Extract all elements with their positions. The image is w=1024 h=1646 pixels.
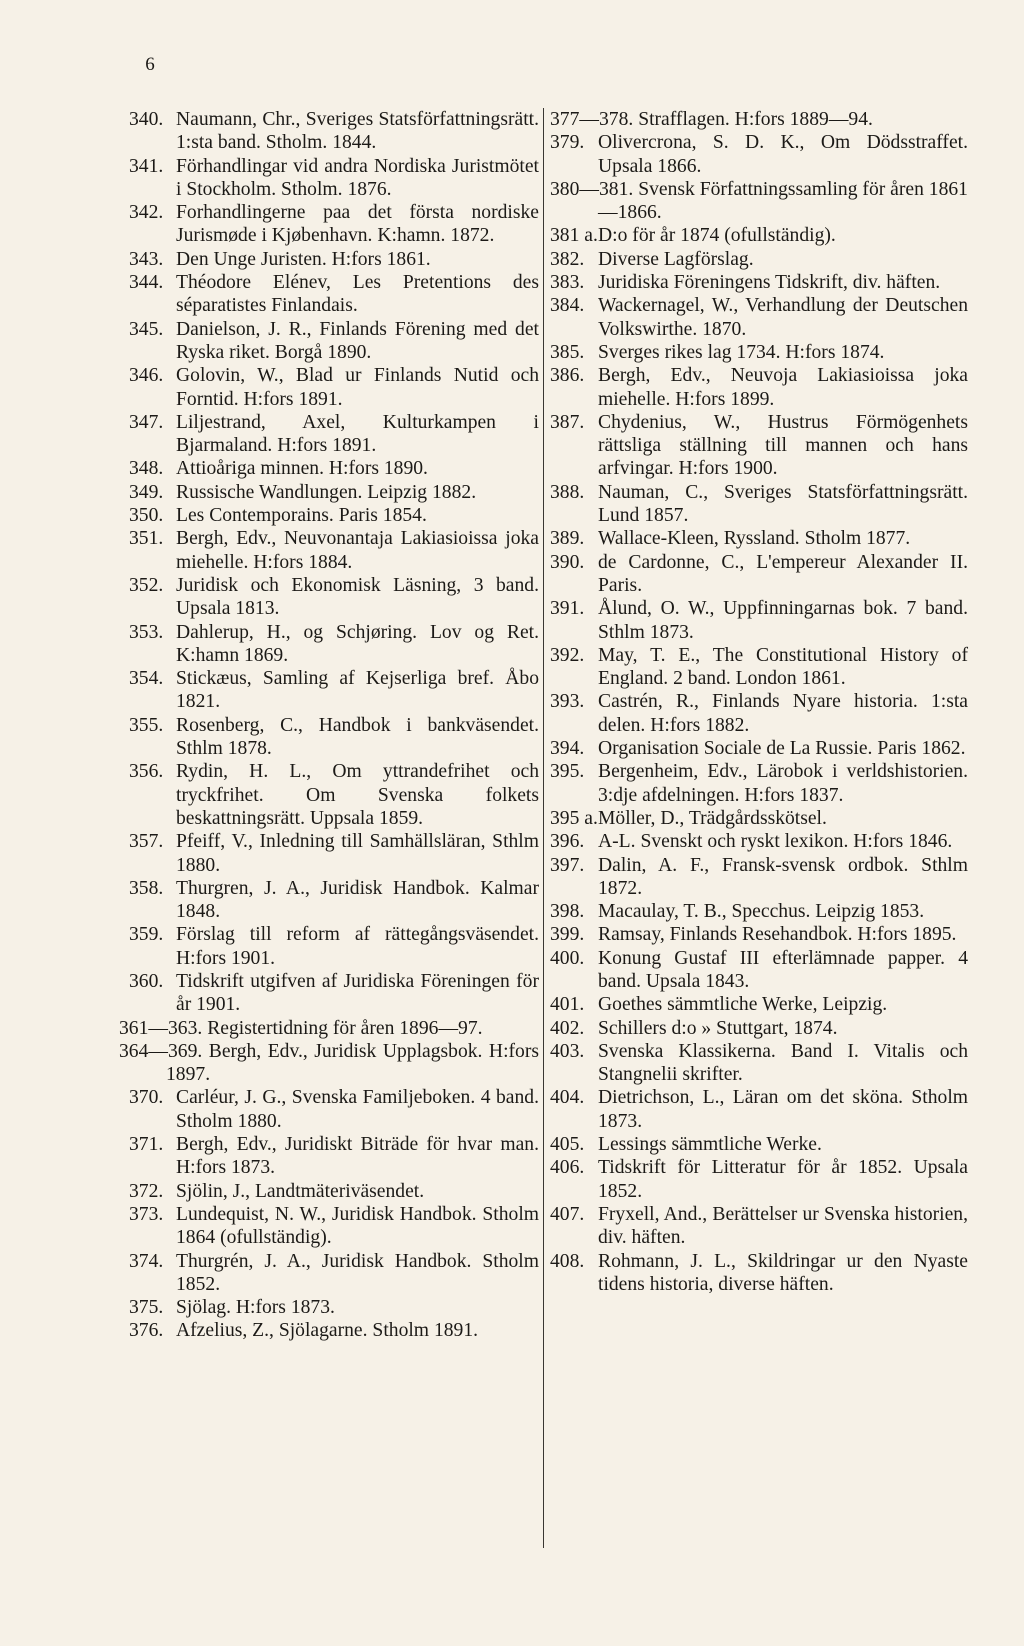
entry-number: 380—381. (550, 178, 634, 200)
entry-text: Bergh, Edv., Neuvonantaja Lakiasioissa joka miehelle. H:fors 1884. (176, 528, 539, 573)
entry-number: 389. (550, 528, 585, 550)
catalog-entry (129, 1296, 539, 1319)
catalog-entry (129, 574, 539, 621)
catalog-entry (550, 900, 968, 923)
entry-number: 397. (550, 854, 585, 876)
catalog-entry (129, 364, 539, 411)
entry-number: 382. (550, 248, 585, 270)
entry-text: Schillers d:o » Stuttgart, 1874. (598, 1017, 838, 1039)
catalog-entry (550, 644, 968, 691)
entry-number: 361—363. (119, 1017, 203, 1039)
entry-number: 403. (550, 1040, 585, 1062)
entry-number: 373. (129, 1203, 164, 1225)
catalog-entry (129, 201, 539, 248)
catalog-entry (550, 947, 968, 994)
catalog-entry (129, 1319, 539, 1342)
entry-text: Bergh, Edv., Neuvoja Lakiasioissa joka miehelle. H:fors 1899. (598, 365, 968, 410)
catalog-entry (129, 621, 539, 668)
entry-text: Rohmann, J. L., Skildringar ur den Nyaste tidens historia, diverse häften. (598, 1250, 968, 1295)
entry-text: Juridisk och Ekonomisk Läsning, 3 band. Upsala 1813. (176, 574, 539, 620)
catalog-entry (550, 854, 968, 901)
entry-text: Liljestrand, Axel, Kulturkampen i Bjarmaland. H:fors 1891. (176, 411, 539, 457)
entry-text: Russische Wandlungen. Leipzig 1882. (176, 481, 477, 503)
entry-text: Attioåriga minnen. H:fors 1890. (176, 458, 428, 480)
entry-number: 377—378. (550, 109, 634, 130)
entry-text: Den Unge Juristen. H:fors 1861. (176, 248, 431, 270)
entry-number: 406. (550, 1157, 585, 1179)
catalog-entry (550, 551, 968, 598)
entry-number: 358. (129, 877, 164, 899)
entry-number: 346. (129, 365, 164, 387)
entry-number: 395 a. (550, 807, 598, 829)
entry-number: 391. (550, 598, 585, 620)
entry-text: Les Contemporains. Paris 1854. (176, 505, 427, 527)
entry-number: 343. (129, 248, 164, 270)
entry-text: Förslag till reform af rättegångsväsendet. H:fors 1901. (176, 924, 539, 969)
catalog-entry (550, 993, 968, 1016)
catalog-entry (550, 527, 968, 550)
entry-text: Organisation Sociale de La Russie. Paris 1862. (598, 738, 966, 760)
entry-text: Carléur, J. G., Svenska Familjeboken. 4 band. Stholm 1880. (176, 1087, 539, 1132)
entry-number: 353. (129, 621, 164, 643)
entry-number: 371. (129, 1134, 164, 1156)
catalog-entry (550, 271, 968, 294)
entry-number: 375. (129, 1297, 164, 1319)
catalog-entry (550, 294, 968, 341)
entry-number: 340. (129, 109, 164, 130)
catalog-entry (129, 481, 539, 504)
entry-text: Möller, D., Trädgårdsskötsel. (598, 807, 827, 829)
catalog-entry (129, 877, 539, 924)
catalog-entry (119, 1017, 539, 1040)
catalog-entry (129, 1133, 539, 1180)
catalog-entry (129, 271, 539, 318)
entry-text: Dietrichson, L., Läran om det sköna. Stholm 1873. (598, 1087, 968, 1132)
entry-number: 398. (550, 901, 585, 923)
catalog-entry (129, 411, 539, 458)
entry-number: 360. (129, 970, 164, 992)
entry-number: 381 a. (550, 225, 598, 247)
entry-number: 349. (129, 481, 164, 503)
catalog-entry (129, 1250, 539, 1297)
entry-number: 385. (550, 341, 585, 363)
entry-text: Ålund, O. W., Uppfinningarnas bok. 7 band. Sthlm 1873. (598, 598, 968, 643)
entry-text: Svenska Klassikerna. Band I. Vitalis och Stangnelii skrifter. (598, 1040, 968, 1086)
entry-number: 374. (129, 1250, 164, 1272)
entry-number: 359. (129, 924, 164, 946)
entry-number: 348. (129, 458, 164, 480)
catalog-entry (550, 1156, 968, 1203)
catalog-entry (119, 1040, 539, 1087)
entry-text: Castrén, R., Finlands Nyare historia. 1:sta delen. H:fors 1882. (598, 691, 968, 736)
catalog-entry (129, 970, 539, 1017)
entry-text: Diverse Lagförslag. (598, 248, 754, 270)
catalog-entry (129, 108, 539, 155)
entry-number: 386. (550, 365, 585, 387)
catalog-entry (550, 597, 968, 644)
left-column (119, 108, 539, 1343)
catalog-entry (129, 248, 539, 271)
column-divider (543, 108, 544, 1548)
catalog-entry (129, 923, 539, 970)
catalog-entry (550, 1250, 968, 1297)
entry-number: 405. (550, 1134, 585, 1156)
entry-text: Juridiska Föreningens Tidskrift, div. häften. (598, 272, 941, 294)
entry-text: May, T. E., The Constitutional History of England. 2 band. London 1861. (598, 644, 968, 690)
entry-text: Tidskrift utgifven af Juridiska Föreningen för år 1901. (176, 970, 539, 1016)
catalog-entry (550, 248, 968, 271)
entry-number: 399. (550, 924, 585, 946)
entry-text: Strafflagen. H:fors 1889—94. (638, 109, 873, 130)
entry-text: Olivercrona, S. D. K., Om Dödsstraffet. Upsala 1866. (598, 132, 968, 177)
entry-text: Pfeiff, V., Inledning till Samhällsläran, Sthlm 1880. (176, 831, 539, 876)
entry-text: Macaulay, T. B., Specchus. Leipzig 1853. (598, 901, 925, 923)
catalog-entry (129, 504, 539, 527)
entry-number: 347. (129, 411, 164, 433)
catalog-entry (129, 318, 539, 365)
catalog-entry (550, 131, 968, 178)
entry-text: Thurgrén, J. A., Juridisk Handbok. Stholm 1852. (176, 1250, 539, 1295)
entry-text: Rosenberg, C., Handbok i bankväsendet. Sthlm 1878. (176, 714, 539, 760)
entry-text: Förhandlingar vid andra Nordiska Juristmötet i Stockholm. Stholm. 1876. (176, 155, 539, 200)
catalog-entry (550, 1086, 968, 1133)
entry-text: Svensk Författningssamling för åren 1861—1866. (598, 178, 968, 224)
entry-number: 357. (129, 831, 164, 853)
entry-text: Ramsay, Finlands Resehandbok. H:fors 1895. (598, 924, 957, 946)
catalog-entry (550, 364, 968, 411)
catalog-entry (550, 737, 968, 760)
entry-number: 341. (129, 155, 164, 177)
catalog-entry (550, 1017, 968, 1040)
catalog-entry (550, 760, 968, 807)
entry-text: Bergenheim, Edv., Lärobok i verldshistorien. 3:dje afdelningen. H:fors 1837. (598, 761, 968, 806)
catalog-entry (129, 714, 539, 761)
entry-number: 388. (550, 481, 585, 503)
entry-number: 401. (550, 994, 585, 1016)
catalog-entry (550, 1203, 968, 1250)
entry-number: 370. (129, 1087, 164, 1109)
catalog-entry (129, 1180, 539, 1203)
catalog-entry (550, 1133, 968, 1156)
catalog-entry (550, 481, 968, 528)
catalog-entry (550, 690, 968, 737)
catalog-entry (129, 1203, 539, 1250)
entry-number: 402. (550, 1017, 585, 1039)
entry-number: 352. (129, 574, 164, 596)
entry-text: Sjölag. H:fors 1873. (176, 1297, 335, 1319)
entry-number: 396. (550, 831, 585, 853)
entry-text: Bergh, Edv., Juridiskt Biträde för hvar man. H:fors 1873. (176, 1134, 539, 1179)
entry-text: Théodore Elénev, Les Pretentions des séparatistes Finlandais. (176, 272, 539, 317)
entry-text: Registertidning för åren 1896—97. (207, 1017, 483, 1039)
catalog-entry (129, 457, 539, 480)
entry-number: 345. (129, 318, 164, 340)
entry-text: Wackernagel, W., Verhandlung der Deutschen Volkswirthe. 1870. (598, 295, 968, 340)
catalog-entry (550, 411, 968, 481)
catalog-entry (129, 527, 539, 574)
entry-text: Tidskrift för Litteratur för år 1852. Upsala 1852. (598, 1157, 968, 1202)
entry-text: Chydenius, W., Hustrus Förmögenhets rättsliga ställning till mannen och hans arfvingar. H:fors 1900. (598, 411, 968, 480)
catalog-entry (550, 830, 968, 853)
entry-number: 393. (550, 691, 585, 713)
page-number: 6 (145, 54, 155, 75)
catalog-entry (550, 224, 968, 247)
entry-text: D:o för år 1874 (ofullständig). (598, 225, 836, 247)
entry-text: Goethes sämmtliche Werke, Leipzig. (598, 994, 888, 1016)
entry-text: Nauman, C., Sveriges Statsförfattningsrätt. Lund 1857. (598, 481, 968, 527)
entry-text: Afzelius, Z., Sjölagarne. Stholm 1891. (176, 1320, 479, 1342)
entry-text: Lundequist, N. W., Juridisk Handbok. Stholm 1864 (ofullständig). (176, 1203, 539, 1249)
entry-text: Rydin, H. L., Om yttrandefrihet och tryckfrihet. Om Svenska folkets beskattningsrätt. Uppsala 1859. (176, 761, 539, 829)
entry-text: Naumann, Chr., Sveriges Statsförfattningsrätt. 1:sta band. Stholm. 1844. (176, 109, 539, 154)
entry-number: 372. (129, 1180, 164, 1202)
entry-number: 390. (550, 551, 585, 573)
entry-number: 364—369. (119, 1040, 203, 1062)
entry-number: 407. (550, 1203, 585, 1225)
entry-text: Forhandlingerne paa det första nordiske Jurismøde i Kjøbenhavn. K:hamn. 1872. (176, 202, 539, 247)
entry-number: 395. (550, 761, 585, 783)
entry-number: 394. (550, 738, 585, 760)
entry-number: 387. (550, 411, 585, 433)
entry-text: Stickæus, Samling af Kejserliga bref. Åbo 1821. (176, 668, 539, 713)
catalog-entry (550, 923, 968, 946)
entry-text: Dahlerup, H., og Schjøring. Lov og Ret. K:hamn 1869. (176, 621, 539, 666)
entry-number: 356. (129, 761, 164, 783)
catalog-entry (129, 667, 539, 714)
entry-number: 408. (550, 1250, 585, 1272)
entry-number: 384. (550, 295, 585, 317)
entry-number: 355. (129, 714, 164, 736)
catalog-entry (550, 341, 968, 364)
entry-text: Dalin, A. F., Fransk-svensk ordbok. Sthlm 1872. (598, 854, 968, 899)
entry-number: 351. (129, 528, 164, 550)
catalog-entry (550, 108, 968, 131)
catalog-entry (550, 178, 968, 225)
right-column (550, 108, 968, 1296)
catalog-entry (550, 1040, 968, 1087)
catalog-entry (550, 807, 968, 830)
entry-number: 350. (129, 505, 164, 527)
entry-text: Thurgren, J. A., Juridisk Handbok. Kalmar 1848. (176, 877, 539, 923)
entry-text: Sverges rikes lag 1734. H:fors 1874. (598, 341, 885, 363)
entry-number: 342. (129, 202, 164, 224)
entry-number: 404. (550, 1087, 585, 1109)
entry-number: 379. (550, 132, 585, 154)
catalog-entry (129, 1086, 539, 1133)
entry-number: 383. (550, 272, 585, 294)
entry-number: 344. (129, 272, 164, 294)
entry-text: A-L. Svenskt och ryskt lexikon. H:fors 1846. (598, 831, 953, 853)
entry-text: Golovin, W., Blad ur Finlands Nutid och Forntid. H:fors 1891. (176, 365, 539, 410)
catalog-entry (129, 155, 539, 202)
entry-text: Bergh, Edv., Juridisk Upplagsbok. H:fors 1897. (166, 1040, 539, 1086)
entry-text: Wallace-Kleen, Ryssland. Stholm 1877. (598, 528, 911, 550)
entry-number: 400. (550, 947, 585, 969)
entry-text: Danielson, J. R., Finlands Förening med det Ryska riket. Borgå 1890. (176, 318, 539, 363)
entry-text: Konung Gustaf III efterlämnade papper. 4 band. Upsala 1843. (598, 947, 968, 992)
catalog-entry (129, 760, 539, 830)
catalog-entry (129, 830, 539, 877)
entry-number: 392. (550, 644, 585, 666)
entry-number: 354. (129, 668, 164, 690)
entry-text: Lessings sämmtliche Werke. (598, 1134, 822, 1156)
entry-text: Sjölin, J., Landtmäteriväsendet. (176, 1180, 425, 1202)
entry-number: 376. (129, 1320, 164, 1342)
entry-text: Fryxell, And., Berättelser ur Svenska historien, div. häften. (598, 1203, 968, 1249)
entry-text: de Cardonne, C., L'empereur Alexander II. Paris. (598, 551, 968, 596)
